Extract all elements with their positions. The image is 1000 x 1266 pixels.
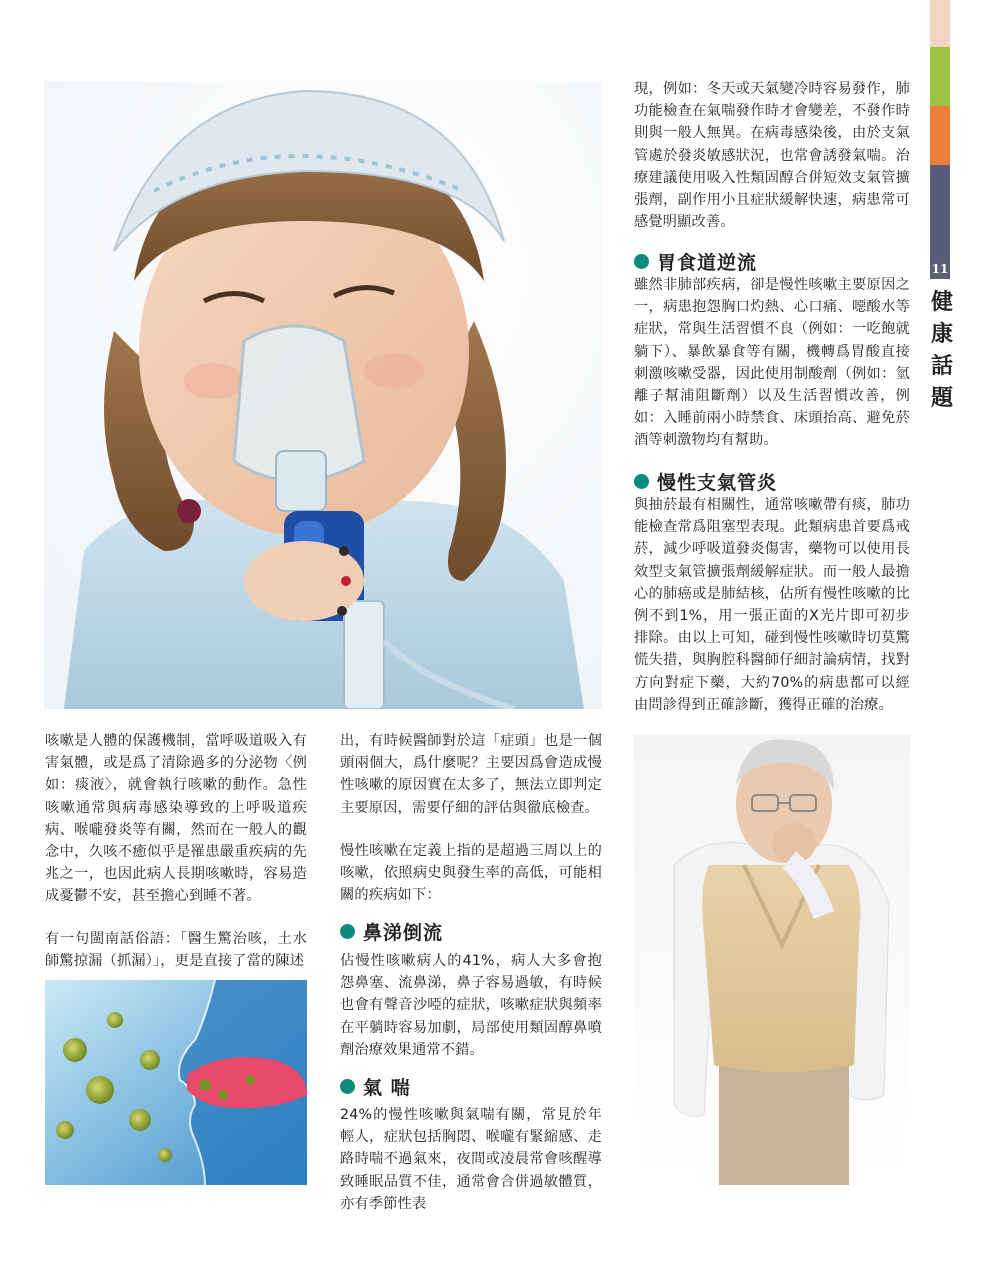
elderly-man-coughing-photo (634, 735, 910, 1185)
heading-gerd (634, 248, 757, 275)
section-title-char: 話 (930, 353, 953, 379)
bullet-dot-icon (634, 474, 649, 489)
nasal-virus-illustration (45, 980, 307, 1185)
bullet-dot-icon (340, 924, 355, 939)
heading-text: 氣 喘 (363, 1077, 411, 1099)
postnasal-paragraph: 佔慢性咳嗽病人的41%，病人大多會抱怨鼻塞、流鼻涕，鼻子容易過敏，有時候也會有聲音沙啞的症狀，咳嗽症狀與頻率在平躺時容易加劇，局部使用類固醇鼻噴劑治療效果通常不錯。 (340, 953, 602, 1058)
section-title (930, 286, 954, 414)
bronchitis-paragraph: 與抽菸最有相關性，通常咳嗽帶有痰，肺功能檢查常爲阻塞型表現。此類病患首要爲戒菸，減少呼吸道發炎傷害，藥物可以使用長效型支氣管擴張劑緩解症狀。而一般人最擔心的肺癌或是肺結核，佔所有慢性咳嗽的比例不到1%，用一張正面的X光片即可初步排除。由以上可知，碰到慢性咳嗽時切莫驚慌失措，與胸腔科醫師仔細討論病情，找對方向對症下藥，大約70%的病患都可以經由問診得到正確診斷，獲得正確的治療。 (634, 497, 910, 713)
mid-paragraph-1: 出，有時候醫師對於這「症頭」也是一個頭兩個大，爲什麼呢？主要因爲會造成慢性咳嗽的原因實在太多了，無法立即判定主要原因，需要仔細的評估與徹底檢查。 (340, 733, 602, 816)
heading-postnasal-drip (340, 918, 443, 945)
heading-text: 鼻涕倒流 (363, 922, 444, 944)
page-number: 11 (930, 259, 950, 279)
sidebar-band-3 (930, 106, 950, 165)
section-title-char: 康 (930, 321, 953, 347)
intro-paragraph: 咳嗽是人體的保護機制，當呼吸道吸入有害氣體，或是爲了清除過多的分泌物〈例如：痰液〉，就會執行咳嗽的動作。急性咳嗽通常與病毒感染導致的上呼吸道疾病、喉嚨發炎等有關，然而在一般人的觀念中，久咳不癒似乎是罹患嚴重疾病的先兆之一，也因此病人長期咳嗽時，容易造成憂鬱不安，甚至擔心到睡不著。 (45, 733, 307, 905)
girl-nebulizer-photo (44, 81, 602, 709)
sidebar-band-4 (930, 165, 950, 259)
heading-text: 慢性支氣管炎 (657, 472, 778, 494)
gerd-paragraph: 雖然非肺部疾病，卻是慢性咳嗽主要原因之一，病患抱怨胸口灼熱、心口痛、噁酸水等症狀，常與生活習慣不良（例如：一吃飽就躺下）、暴飲暴食等有關，機轉爲胃酸直接刺激咳嗽受器，因此使用制酸劑（例如：氫離子幫浦阻斷劑）以及生活習慣改善，例如：入睡前兩小時禁食、床頭抬高、避免菸酒等刺激物均有幫助。 (634, 277, 910, 449)
heading-text: 胃食道逆流 (657, 252, 758, 274)
section-title-char: 題 (930, 385, 953, 411)
section-title-char: 健 (930, 289, 953, 315)
bullet-dot-icon (634, 254, 649, 269)
bullet-dot-icon (340, 1079, 355, 1094)
sidebar-band-1 (930, 0, 950, 47)
heading-asthma (340, 1073, 411, 1100)
heading-chronic-bronchitis (634, 468, 777, 495)
sidebar-band-2 (930, 47, 950, 106)
asthma-continued-paragraph: 現，例如：冬天或天氣變冷時容易發作，肺功能檢查在氣喘發作時才會變差，不發作時則與一般人無異。在病毒感染後，由於支氣管處於發炎敏感狀況，也常會誘發氣喘。治療建議使用吸入性類固醇合併短效支氣管擴張劑，副作用小且症狀緩解快速，病患常可感覺明顯改善。 (634, 81, 910, 231)
asthma-paragraph: 24%的慢性咳嗽與氣喘有關，常見於年輕人，症狀包括胸悶、喉嚨有緊縮感、走路時喘不過氣來，夜間或凌晨常會咳醒導致睡眠品質不佳，通常會合併過敏體質，亦有季節性表 (340, 1107, 602, 1212)
definition-paragraph: 慢性咳嗽在定義上指的是超過三周以上的咳嗽，依照病史與發生率的高低，可能相關的疾病如下： (340, 843, 602, 904)
proverb-paragraph: 有一句閩南話俗語：「醫生驚治咳，土水師驚掠漏（抓漏）」，更是直接了當的陳述 (45, 931, 307, 970)
